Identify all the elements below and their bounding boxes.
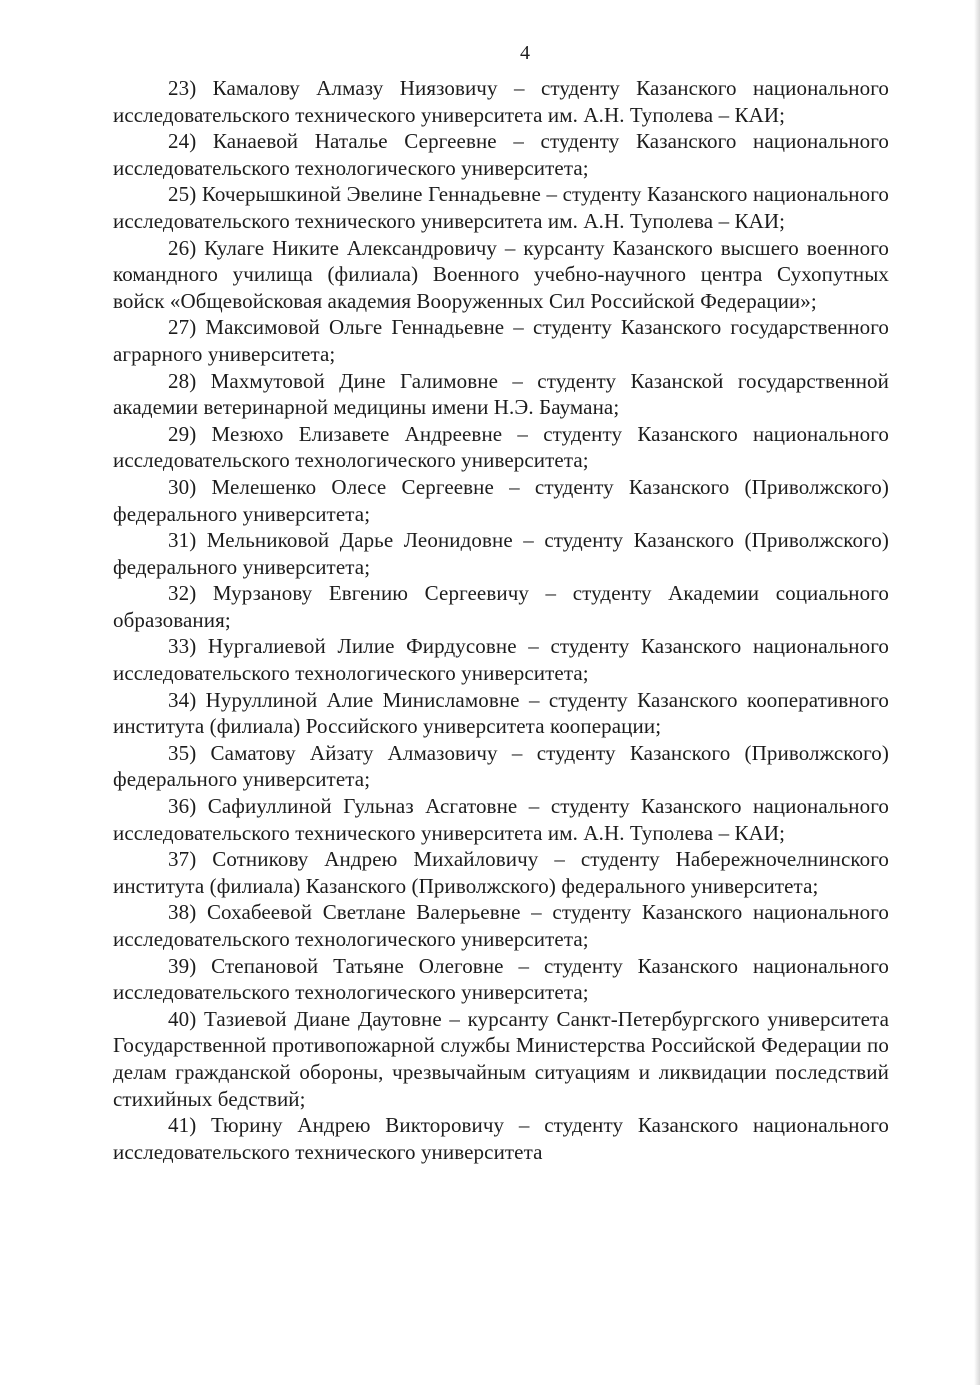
- list-item: 23) Камалову Алмазу Ниязовичу – студенту Казанского национального исследовательского технического университета им. А.Н. Туполева – КАИ;: [113, 76, 889, 127]
- list-item: 38) Сохабеевой Светлане Валерьевне – студенту Казанского национального исследовательского технологического университета;: [113, 900, 889, 951]
- list-item: 37) Сотникову Андрею Михайловичу – студенту Набережночелнинского института (филиала) Казанского (Приволжского) федерального университета;: [113, 847, 889, 898]
- list-item: 27) Максимовой Ольге Геннадьевне – студенту Казанского государственного аграрного университета;: [113, 315, 889, 366]
- list-item: 41) Тюрину Андрею Викторовичу – студенту Казанского национального исследовательского технического университета: [113, 1113, 889, 1164]
- list-item: 25) Кочерышкиной Эвелине Геннадьевне – студенту Казанского национального исследовательского технического университета им. А.Н. Туполева – КАИ;: [113, 182, 889, 233]
- list-item: 26) Кулаге Никите Александровичу – курсанту Казанского высшего военного командного училища (филиала) Военного учебно-научного центра Сухопутных войск «Общевойсковая академия Вооруженных Сил Российской Федерации»;: [113, 235, 889, 313]
- list-item: 24) Канаевой Наталье Сергеевне – студенту Казанского национального исследовательского технологического университета;: [113, 129, 889, 180]
- page-edge-shadow: [974, 0, 980, 1385]
- award-list: [113, 75, 889, 1165]
- list-item: 36) Сафиуллиной Гульназ Асгатовне – студенту Казанского национального исследовательского технического университета им. А.Н. Туполева – КАИ;: [113, 794, 889, 845]
- list-item: 29) Мезюхо Елизавете Андреевне – студенту Казанского национального исследовательского технологического университета;: [113, 421, 889, 473]
- list-item: 32) Мурзанову Евгению Сергеевичу – студенту Академии социального образования;: [113, 581, 889, 632]
- list-item: 31) Мельниковой Дарье Леонидовне – студенту Казанского (Приволжского) федерального университета;: [113, 528, 889, 579]
- list-item: 34) Нуруллиной Алие Минисламовне – студенту Казанского кооперативного института (филиала) Российского университета кооперации;: [113, 687, 889, 739]
- list-item: 33) Нургалиевой Лилие Фирдусовне – студенту Казанского национального исследовательского технологического университета;: [113, 634, 889, 686]
- page-number: 4: [520, 42, 530, 64]
- list-item: 40) Тазиевой Диане Даутовне – курсанту Санкт-Петербургского университета Государственной противопожарной службы Министерства Российской Федерации по делам гражданской обороны, чрезвычайным ситуациям и ликвидации последствий стихийных бедствий;: [113, 1006, 889, 1111]
- list-item: 39) Степановой Татьяне Олеговне – студенту Казанского национального исследовательского технологического университета;: [113, 953, 889, 1005]
- list-item: 35) Саматову Айзату Алмазовичу – студенту Казанского (Приволжского) федерального университета;: [113, 740, 889, 792]
- list-item: 30) Мелешенко Олесе Сергеевне – студенту Казанского (Приволжского) федерального университета;: [113, 474, 889, 526]
- list-item: 28) Махмутовой Дине Галимовне – студенту Казанской государственной академии ветеринарной медицины имени Н.Э. Баумана;: [113, 368, 889, 420]
